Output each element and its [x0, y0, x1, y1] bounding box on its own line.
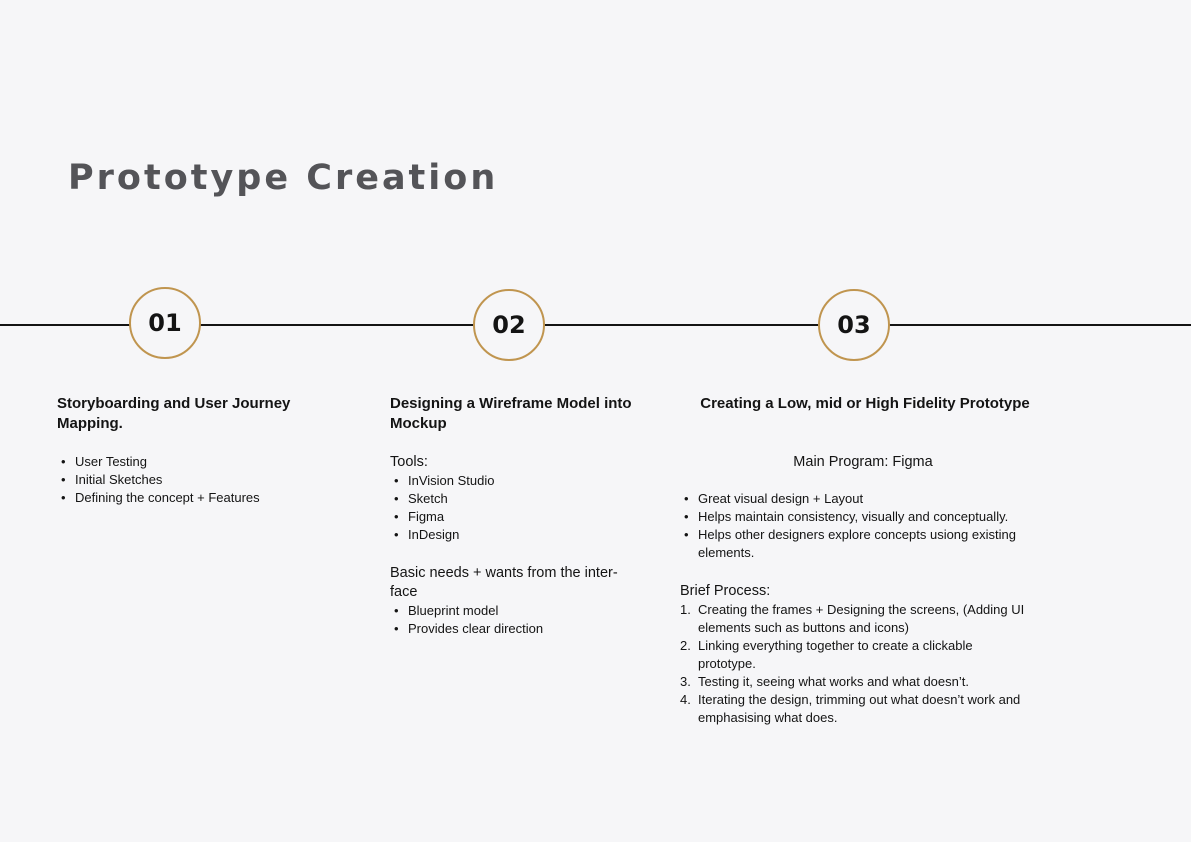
list-item: • Blueprint model — [390, 602, 640, 620]
needs-label: Basic needs + wants from the inter-face — [390, 565, 618, 600]
list-number: 1. — [680, 602, 691, 617]
list-number: 4. — [680, 692, 691, 707]
list-item: • InVision Studio — [390, 472, 640, 490]
list-item: • User Testing — [57, 453, 317, 471]
list-item: • Helps other designers explore concepts usiong existing elements. — [680, 526, 1025, 562]
list-number: 2. — [680, 638, 691, 653]
brief-process-label: Brief Process: — [680, 583, 771, 599]
page-title: Prototype Creation — [68, 158, 499, 198]
list-text: Iterating the design, trimming out what doesn’t work and emphasising what does. — [698, 692, 1021, 725]
step-2-heading: Designing a Wireframe Model into Mockup — [390, 395, 632, 432]
list-item: • Defining the concept + Features — [57, 489, 317, 507]
list-text: Creating the frames + Designing the screens, (Adding UI elements such as buttons and icons) — [698, 602, 1025, 635]
step-number-03: 03 — [818, 289, 890, 361]
list-item: • InDesign — [390, 526, 640, 544]
process-list — [680, 601, 1032, 727]
list-item: • Provides clear direction — [390, 620, 640, 638]
list-item: • Initial Sketches — [57, 471, 317, 489]
tools-label: Tools: — [390, 454, 428, 470]
step-1-column — [57, 394, 317, 507]
list-item: • Helps maintain consistency, visually and conceptually. — [680, 508, 1025, 526]
tools-list — [390, 472, 640, 544]
main-program-label: Main Program: Figma — [793, 454, 933, 470]
step-3-column — [680, 394, 1040, 727]
step-number-01: 01 — [129, 287, 201, 359]
list-item: • Figma — [390, 508, 640, 526]
step-1-bullet-list — [57, 453, 317, 507]
list-text: Testing it, seeing what works and what doesn’t. — [698, 674, 969, 689]
list-item — [680, 601, 1032, 637]
needs-list — [390, 602, 640, 638]
step-3-bullet-list — [680, 490, 1025, 562]
list-item — [680, 691, 1032, 727]
step-1-heading: Storyboarding and User Journey Mapping. — [57, 395, 291, 432]
list-item: • Sketch — [390, 490, 640, 508]
list-item: • Great visual design + Layout — [680, 490, 1025, 508]
list-item — [680, 637, 1032, 673]
list-number: 3. — [680, 674, 691, 689]
step-number-02: 02 — [473, 289, 545, 361]
step-2-column — [390, 394, 640, 638]
list-item — [680, 673, 1032, 691]
step-3-heading: Creating a Low, mid or High Fidelity Prototype — [700, 395, 1030, 412]
list-text: Linking everything together to create a clickable prototype. — [698, 638, 973, 671]
